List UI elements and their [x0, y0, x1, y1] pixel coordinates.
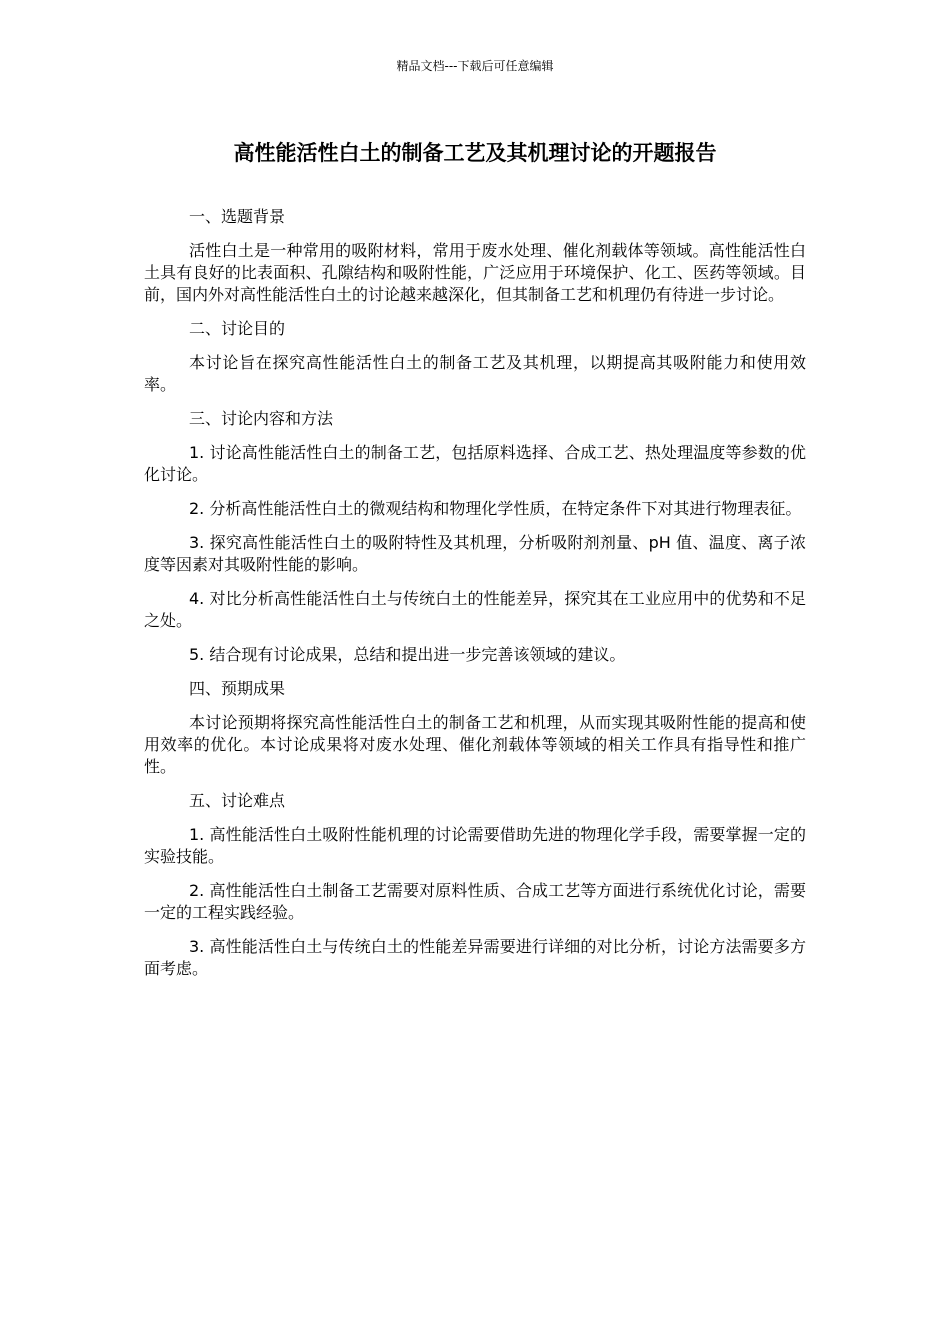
section-heading-purpose: 二、讨论目的 — [189, 319, 286, 338]
list-item-difficulty-2: 2. 高性能活性白土制备工艺需要对原料性质、合成工艺等方面进行系统优化讨论，需要一定的工程实践经验。 — [144, 881, 806, 922]
paragraph-background: 活性白土是一种常用的吸附材料，常用于废水处理、催化剂载体等领域。高性能活性白土具有良好的比表面积、孔隙结构和吸附性能，广泛应用于环境保护、化工、医药等领域。目前，国内外对高性能活性白土的讨论越来越深化，但其制备工艺和机理仍有待进一步讨论。 — [144, 241, 806, 304]
page-header: 精品文档---下载后可任意编辑 — [396, 59, 554, 73]
list-item-method-5: 5. 结合现有讨论成果，总结和提出进一步完善该领域的建议。 — [189, 645, 626, 664]
section-heading-background: 一、选题背景 — [189, 207, 286, 226]
list-item-method-3: 3. 探究高性能活性白土的吸附特性及其机理，分析吸附剂剂量、pH 值、温度、离子浓度等因素对其吸附性能的影响。 — [144, 533, 806, 574]
paragraph-expected-results: 本讨论预期将探究高性能活性白土的制备工艺和机理，从而实现其吸附性能的提高和使用效率的优化。本讨论成果将对废水处理、催化剂载体等领域的相关工作具有指导性和推广性。 — [144, 713, 806, 776]
section-heading-expected-results: 四、预期成果 — [189, 679, 286, 698]
list-item-method-4: 4. 对比分析高性能活性白土与传统白土的性能差异，探究其在工业应用中的优势和不足之处。 — [144, 589, 806, 630]
paragraph-purpose: 本讨论旨在探究高性能活性白土的制备工艺及其机理，以期提高其吸附能力和使用效率。 — [144, 353, 806, 394]
list-item-difficulty-1: 1. 高性能活性白土吸附性能机理的讨论需要借助先进的物理化学手段，需要掌握一定的实验技能。 — [144, 825, 806, 866]
section-heading-difficulties: 五、讨论难点 — [189, 791, 286, 810]
list-item-method-1: 1. 讨论高性能活性白土的制备工艺，包括原料选择、合成工艺、热处理温度等参数的优化讨论。 — [144, 443, 806, 484]
document-body — [144, 206, 806, 992]
list-item-method-2: 2. 分析高性能活性白土的微观结构和物理化学性质，在特定条件下对其进行物理表征。 — [189, 499, 802, 518]
list-item-difficulty-3: 3. 高性能活性白土与传统白土的性能差异需要进行详细的对比分析，讨论方法需要多方面考虑。 — [144, 937, 806, 978]
section-heading-content-methods: 三、讨论内容和方法 — [189, 409, 334, 428]
document-title: 高性能活性白土的制备工艺及其机理讨论的开题报告 — [233, 141, 717, 165]
